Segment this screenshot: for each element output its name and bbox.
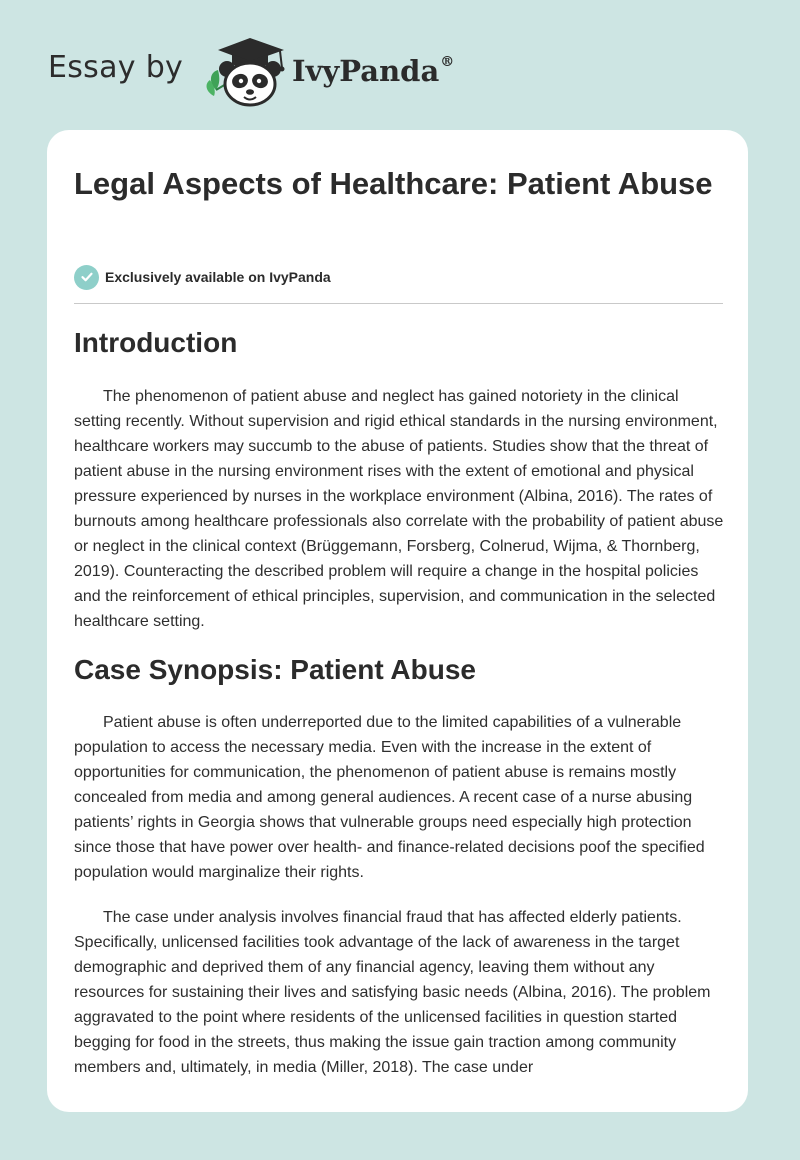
essay-card bbox=[47, 130, 748, 1112]
paragraph: The case under analysis involves financial fraud that has affected elderly patients. Specifically, unlicensed facilities took advantage of the lack of awareness in the target demographic and deprived them of any financial agency, leaving them without any resources for sustaining their lives and satisfying basic needs (Albina, 2016). The problem aggravated to the point where residents of the unlicensed facilities in question started begging for food in the streets, thus making the issue gain traction among community members and, ultimately, in media (Miller, 2018). The case under bbox=[74, 909, 711, 1076]
section-heading-case-synopsis: Case Synopsis: Patient Abuse bbox=[74, 654, 476, 685]
site-header bbox=[48, 36, 508, 108]
panda-graduate-icon bbox=[202, 36, 294, 108]
paragraph: Patient abuse is often underreported due to the limited capabilities of a vulnerable population to access the necessary media. Even with the increase in the extent of opportunities for communication, the phenomenon of patient abuse is remains mostly concealed from media and among general audiences. A recent case of a nurse abusing patients’ rights in Georgia shows that vulnerable groups need especially high protection since those that have power over health- and finance-related decisions poof the specified population would marginalize their rights. bbox=[74, 714, 705, 881]
article-body bbox=[74, 325, 724, 1100]
essay-by-label: Essay by bbox=[48, 50, 184, 85]
exclusive-badge bbox=[74, 264, 331, 290]
section-heading-introduction: Introduction bbox=[74, 327, 238, 358]
check-icon bbox=[74, 265, 99, 290]
registered-mark: ® bbox=[440, 54, 455, 71]
divider bbox=[74, 303, 723, 304]
brand-name: IvyPanda® bbox=[292, 54, 455, 88]
paragraph: The phenomenon of patient abuse and neglect has gained notoriety in the clinical setting recently. Without supervision and rigid ethical standards in the nursing environment, healthcare workers may succumb to the abuse of patients. Studies show that the threat of patient abuse in the nursing environment rises with the extent of emotional and physical pressure experienced by nurses in the workplace environment (Albina, 2016). The rates of burnouts among healthcare professionals also correlate with the probability of patient abuse or neglect in the clinical context (Brüggemann, Forsberg, Colnerud, Wijma, & Thornberg, 2019). Counteracting the described problem will require a change in the hospital policies and the reinforcement of ethical principles, supervision, and communication in the selected healthcare setting. bbox=[74, 388, 724, 630]
badge-text: Exclusively available on IvyPanda bbox=[105, 269, 331, 285]
page-title: Legal Aspects of Healthcare: Patient Abuse bbox=[74, 166, 713, 201]
